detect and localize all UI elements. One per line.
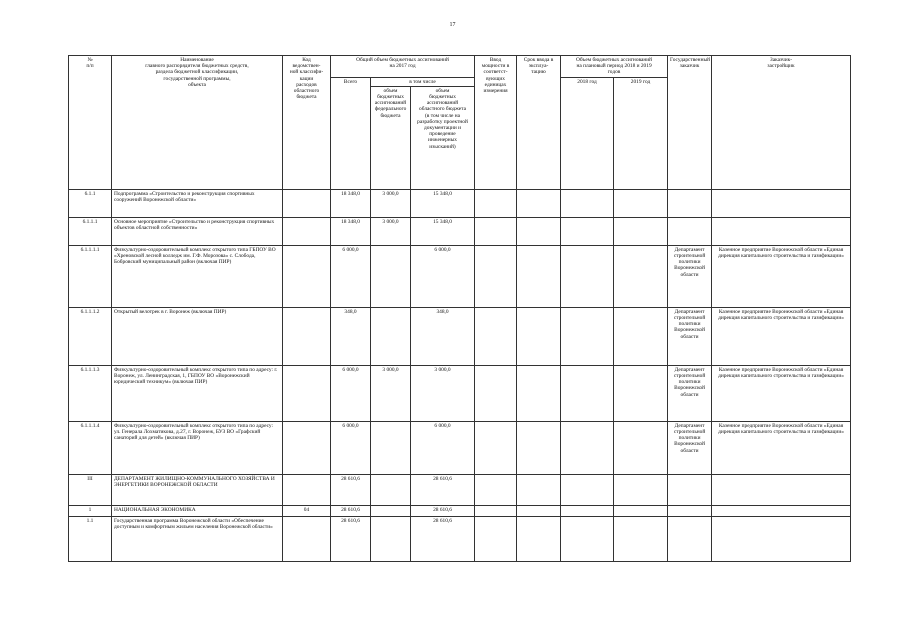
cell-2019 <box>614 516 668 561</box>
cell-total: 28 610,6 <box>331 474 371 505</box>
cell-capacity <box>475 245 517 307</box>
cell-name: Основное мероприятие «Строительство и реконструкция спортивных объектов областной собственности» <box>112 217 283 245</box>
header-code: Код ведомствен- ной классифи- кации расходов областного бюджета <box>283 56 331 190</box>
cell-num: 6.1.1.1.1 <box>69 245 112 307</box>
cell-total: 18 348,0 <box>331 217 371 245</box>
cell-code <box>283 245 331 307</box>
cell-developer <box>712 189 851 217</box>
cell-code <box>283 189 331 217</box>
cell-name: Физкультурно-оздоровительный комплекс открытого типа по адресу: г. Воронеж, ул. Ленинградская, 1, ГБПОУ ВО «Воронежский юридический техникум» (включая ПИР) <box>112 365 283 421</box>
cell-2018 <box>561 421 614 474</box>
cell-regional: 15 348,0 <box>411 217 475 245</box>
header-capacity: Ввод мощности в соответст- вующих единицах измерения <box>475 56 517 190</box>
cell-name: НАЦИОНАЛЬНАЯ ЭКОНОМИКА <box>112 505 283 516</box>
cell-2019 <box>614 505 668 516</box>
cell-total: 6 000,0 <box>331 245 371 307</box>
cell-total: 28 610,6 <box>331 505 371 516</box>
header-customer: Государственный заказчик <box>668 56 712 190</box>
cell-capacity <box>475 365 517 421</box>
header-num: № п/п <box>69 56 112 190</box>
cell-code <box>283 421 331 474</box>
cell-2019 <box>614 245 668 307</box>
cell-total: 6 000,0 <box>331 421 371 474</box>
header-developer: Заказчик- застройщик <box>712 56 851 190</box>
table-row <box>69 421 851 474</box>
cell-customer: Департамент строительной политики Воронежской области <box>668 365 712 421</box>
cell-code <box>283 365 331 421</box>
cell-2018 <box>561 365 614 421</box>
cell-code: 04 <box>283 505 331 516</box>
cell-num: 6.1.1 <box>69 189 112 217</box>
cell-federal <box>371 245 411 307</box>
cell-2019 <box>614 421 668 474</box>
cell-federal: 3 000,0 <box>371 217 411 245</box>
cell-total: 28 610,6 <box>331 516 371 561</box>
cell-term <box>517 245 561 307</box>
cell-customer <box>668 516 712 561</box>
cell-num: 6.1.1.1.4 <box>69 421 112 474</box>
table-row <box>69 245 851 307</box>
cell-total: 6 000,0 <box>331 365 371 421</box>
budget-table <box>68 55 851 562</box>
cell-2019 <box>614 189 668 217</box>
cell-name: Физкультурно-оздоровительный комплекс открытого типа ГБПОУ ВО «Хреновской лесной колледж им. Г.Ф. Морозова» с. Слобода, Бобровский муниципальный район (включая ПИР) <box>112 245 283 307</box>
header-plan: Объем бюджетных ассигнований на плановый период 2018 и 2019 годов <box>561 56 668 78</box>
table-row <box>69 217 851 245</box>
cell-developer: Казенное предприятие Воронежской области «Единая дирекция капитального строительства и газификации» <box>712 245 851 307</box>
cell-name: Физкультурно-оздоровительный комплекс открытого типа по адресу: ул. Генерала Лохматикова, д.27, г. Воронеж, БУЗ ВО «Графский санаторий для детей» (включая ПИР) <box>112 421 283 474</box>
cell-num: 6.1.1.1.2 <box>69 307 112 365</box>
cell-developer: Казенное предприятие Воронежской области «Единая дирекция капитального строительства и газификации» <box>712 365 851 421</box>
cell-name: Открытый велотрек в г. Воронеж (включая ПИР) <box>112 307 283 365</box>
cell-customer <box>668 505 712 516</box>
cell-num: 1.1 <box>69 516 112 561</box>
cell-regional: 15 348,0 <box>411 189 475 217</box>
header-total-2017: Общий объем бюджетных ассигнований на 2017 год <box>331 56 475 78</box>
table-row <box>69 307 851 365</box>
cell-2018 <box>561 505 614 516</box>
cell-customer: Департамент строительной политики Воронежской области <box>668 245 712 307</box>
table-row <box>69 505 851 516</box>
cell-2018 <box>561 307 614 365</box>
cell-capacity <box>475 307 517 365</box>
header-2019: 2019 год <box>614 77 668 189</box>
cell-term <box>517 505 561 516</box>
cell-2018 <box>561 217 614 245</box>
cell-num: III <box>69 474 112 505</box>
cell-regional: 28 610,6 <box>411 474 475 505</box>
cell-customer: Департамент строительной политики Воронежской области <box>668 307 712 365</box>
cell-2019 <box>614 217 668 245</box>
cell-num: 6.1.1.1 <box>69 217 112 245</box>
table-row <box>69 474 851 505</box>
cell-name: ДЕПАРТАМЕНТ ЖИЛИЩНО-КОММУНАЛЬНОГО ХОЗЯЙСТВА И ЭНЕРГЕТИКИ ВОРОНЕЖСКОЙ ОБЛАСТИ <box>112 474 283 505</box>
header-regional: объем бюджетных ассигнований областного бюджета (в том числе на разработку проектной документации и проведение инженерных изысканий) <box>411 86 475 189</box>
page-number: 17 <box>449 22 456 28</box>
table-row <box>69 516 851 561</box>
header-2018: 2018 год <box>561 77 614 189</box>
cell-capacity <box>475 516 517 561</box>
header-incl: в том числе <box>371 77 475 86</box>
cell-customer <box>668 474 712 505</box>
cell-developer: Казенное предприятие Воронежской области «Единая дирекция капитального строительства и газификации» <box>712 421 851 474</box>
cell-2019 <box>614 307 668 365</box>
cell-term <box>517 516 561 561</box>
cell-capacity <box>475 217 517 245</box>
cell-code <box>283 307 331 365</box>
cell-federal <box>371 421 411 474</box>
cell-customer <box>668 189 712 217</box>
cell-capacity <box>475 421 517 474</box>
cell-customer: Департамент строительной политики Воронежской области <box>668 421 712 474</box>
cell-capacity <box>475 189 517 217</box>
cell-capacity <box>475 474 517 505</box>
table-row <box>69 365 851 421</box>
cell-2019 <box>614 474 668 505</box>
cell-term <box>517 474 561 505</box>
cell-num: 1 <box>69 505 112 516</box>
table-row <box>69 189 851 217</box>
cell-developer: Казенное предприятие Воронежской области «Единая дирекция капитального строительства и газификации» <box>712 307 851 365</box>
cell-capacity <box>475 505 517 516</box>
header-total: Всего <box>331 77 371 189</box>
cell-developer <box>712 474 851 505</box>
cell-term <box>517 365 561 421</box>
cell-total: 18 348,0 <box>331 189 371 217</box>
cell-name: Государственная программа Воронежской области «Обеспечение доступным и комфортным жильем населения Воронежской области» <box>112 516 283 561</box>
cell-regional: 348,0 <box>411 307 475 365</box>
cell-customer <box>668 217 712 245</box>
cell-regional: 6 000,0 <box>411 421 475 474</box>
cell-name: Подпрограмма «Строительство и реконструкция спортивных сооружений Воронежской области» <box>112 189 283 217</box>
cell-2018 <box>561 245 614 307</box>
header-name: Наименование главного распорядителя бюджетных средств, раздела бюджетной классификации, государственной программы, объекта <box>112 56 283 190</box>
cell-term <box>517 421 561 474</box>
cell-federal <box>371 516 411 561</box>
cell-2018 <box>561 474 614 505</box>
cell-term <box>517 189 561 217</box>
cell-developer <box>712 217 851 245</box>
cell-regional: 3 000,0 <box>411 365 475 421</box>
cell-code <box>283 474 331 505</box>
cell-developer <box>712 505 851 516</box>
cell-2019 <box>614 365 668 421</box>
cell-regional: 28 610,6 <box>411 516 475 561</box>
cell-code <box>283 217 331 245</box>
cell-federal <box>371 505 411 516</box>
cell-term <box>517 307 561 365</box>
cell-federal <box>371 307 411 365</box>
header-row <box>69 56 851 78</box>
cell-regional: 6 000,0 <box>411 245 475 307</box>
cell-2018 <box>561 189 614 217</box>
header-federal: объем бюджетных ассигнований федерального бюджета <box>371 86 411 189</box>
cell-developer <box>712 516 851 561</box>
cell-2018 <box>561 516 614 561</box>
header-term: Срок ввода в эксплуа- тацию <box>517 56 561 190</box>
cell-num: 6.1.1.1.3 <box>69 365 112 421</box>
cell-federal: 3 000,0 <box>371 365 411 421</box>
cell-regional: 28 610,6 <box>411 505 475 516</box>
cell-code <box>283 516 331 561</box>
cell-term <box>517 217 561 245</box>
cell-federal: 3 000,0 <box>371 189 411 217</box>
cell-total: 348,0 <box>331 307 371 365</box>
cell-federal <box>371 474 411 505</box>
